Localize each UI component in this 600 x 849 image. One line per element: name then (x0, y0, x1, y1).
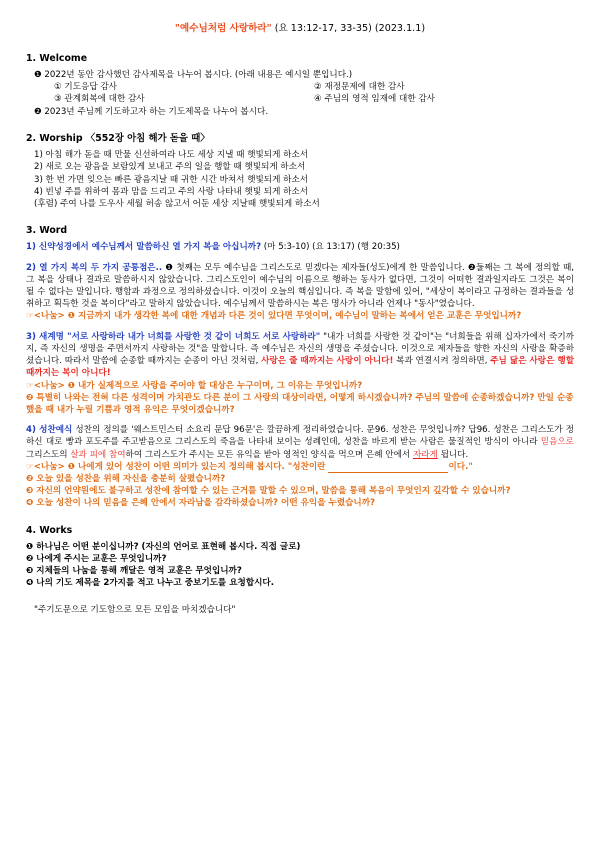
word-point-4-question-2: ❷ 오늘 있을 성찬을 위해 자신을 충분히 살폈습니까? (26, 473, 226, 484)
works-item: ❸ 지체들의 나눔을 통해 깨달은 영적 교훈은 무엇입니까? (26, 566, 242, 577)
works-section (26, 524, 574, 590)
sermon-reference: (요 13:12-17, 33-35) (2023.1.1) (271, 23, 426, 34)
word-point-3: 3) 새계명 "서로 사랑하라 내가 너희를 사랑한 것 같이 너희도 서로 사랑하라" "내가 너희를 사랑한 것 같이"는 "너희들을 위해 십자가에서 죽기까지, 즉 자신의 생명을 주면서까지 사랑하는 것"을 말합니다. 즉 예수님은 자신의 생명을 주셨습니다. 이것으로 제자들을 향한 자신의 사랑을 확증하셨습니다. 따라서 말씀에 순종할 때까지는 순종이 아닌 것처럼, 사랑은 줄 때까지는 사랑이 아니다! 복과 연결시켜 정의하면, 주님 닮은 사랑은 행할 때까지는 복이 아니다! (26, 331, 574, 379)
works-item: ❶ 하나님은 어떤 분이십니까? (자신의 언어로 표현해 봅시다. 직접 글로) (26, 541, 301, 552)
word-point-4: 4) 성찬예식 성찬의 정의를 '웨스트민스터 소요리 문답 96문'은 깔끔하게 정리하였습니다. 문96. 성찬은 무엇입니까? 답96. 성찬은 그리스도가 정하신 대로 빵과 포도주를 주고받음으로 그리스도의 죽음을 나타내 보이는 성례인데, 성찬을 바르게 받는 사람은 물질적인 방식이 아니라 믿음으로 그리스도의 살과 피에 참여하여 그리스도가 주시는 모든 유익을 받아 영적인 양식을 먹으며 은혜 안에서 자라게 됩니다. (26, 425, 575, 460)
word-point-4-question-4: ❹ 오늘 성찬이 나의 믿음을 은혜 안에서 자라남을 감각하셨습니까? 어떤 유익을 누렸습니까? (26, 498, 376, 509)
hymn-chorus: (후렴) 주여 나를 도우사 세월 허송 않고서 어둔 세상 지날때 햇빛되게 하소서 (34, 198, 320, 209)
word-point-2-question: ☞<나눔> ❶ 지금까지 내가 생각한 복에 대한 개념과 다른 것이 있다면 무엇이며, 예수님이 말하는 복에서 얻은 교훈은 무엇입니까? (26, 311, 522, 322)
word-heading: 3. Word (26, 225, 68, 237)
answer-blank (328, 472, 448, 473)
welcome-options-row-2 (26, 93, 574, 105)
welcome-option: ② 재정문제에 대한 감사 (314, 82, 405, 93)
word-point-4-question-1: ☞<나눔> ❶ 나에게 있어 성찬이 어떤 의미가 있는지 정의해 봅시다. "성찬이란 이다." (26, 461, 473, 472)
page-title (26, 22, 574, 36)
welcome-question-2: ❷ 2023년 주님께 기도하고자 하는 기도제목을 나누어 봅시다. (34, 106, 269, 117)
word-point-3-question-2: ❷ 특별히 나와는 전혀 다른 성격이며 가치관도 다른 분이 그 사랑의 대상이라면, 어떻게 하시겠습니까? 주님의 말씀에 순종하겠습니까? 만일 순종했을 때 내가 누릴 기쁨과 영적 유익은 무엇이겠습니까? (26, 392, 574, 415)
works-item: ❹ 나의 기도 제목을 2가지를 적고 나누고 중보기도를 요청합시다. (26, 578, 274, 589)
hymn-verse: 3) 한 번 가면 잊으는 빠른 광음지날 때 귀한 시간 바쳐서 햇빛되게 하소서 (34, 174, 309, 185)
welcome-option: ③ 관계회복에 대한 감사 (54, 94, 145, 105)
hymn-verse: 4) 빈넣 주를 위하여 몸과 맘을 드리고 주의 사랑 나타내 햇빛 되게 하소서 (34, 186, 309, 197)
welcome-section (26, 52, 574, 118)
word-point-1: 1) 신약성경에서 예수님께서 말씀하신 열 가지 복을 아십니까? (마 5:3-10) (요 13:17) (행 20:35) (26, 242, 400, 253)
worship-heading: 2. Worship 〈552장 아침 해가 돋을 때〉 (26, 132, 210, 144)
welcome-options-row-1 (26, 81, 574, 93)
hymn-verse: 1) 아침 해가 돋을 때 만물 신선하여라 나도 세상 지낼 때 햇빛되게 하소서 (34, 150, 309, 161)
worship-section (26, 132, 574, 210)
sermon-title: "예수님처럼 사랑하라" (174, 23, 272, 34)
welcome-question-1: ❶ 2022년 동안 감사했던 감사제목을 나누어 봅시다. (아래 내용은 예시일 뿐입니다.) (34, 69, 353, 80)
hymn-verse: 2) 새로 오는 광음을 보람있게 보내고 주의 일을 행할 때 햇빛되게 하소서 (34, 162, 306, 173)
works-item: ❷ 나에게 주시는 교훈은 무엇입니까? (26, 554, 167, 565)
word-point-2: 2) 열 가지 복의 두 가지 공통점은.. ❶ 첫째는 모두 예수님을 그리스도로 믿겠다는 제자들(성도)에게 한 말씀입니다. ❷둘째는 그 복에 정의할 때, 그 복을 상태나 결과로 말씀하시지 않았습니다. 그리스도인이 예수님의 이름으로 행하는 동사가 없다면, 그것이 어떠한 결과일지라도 그것은 복이 될 수 없다는 말입니다. 행함과 과정으로 정의하셨습니다. 이것이 오늘의 핵심입니다. 즉 복을 말함에 있어, "세상이 복이라고 규정하는 결과들을 성취하고 획득한 것을 복이다"라고 말하지 않았습니다. 예수님께서 말씀하시는 복은 명사가 아니라 언제나 "동사"였습니다. (26, 262, 574, 310)
welcome-heading: 1. Welcome (26, 52, 88, 64)
works-heading: 4. Works (26, 524, 73, 536)
word-point-3-question-1: ☞<나눔> ❶ 내가 실제적으로 사랑을 주어야 할 대상은 누구이며, 그 이유는 무엇입니까? (26, 380, 363, 391)
word-section (26, 224, 574, 509)
welcome-option: ① 기도응답 감사 (54, 82, 117, 93)
welcome-option: ④ 주님의 영적 임재에 대한 감사 (314, 94, 435, 105)
closing-prayer-note: "주기도문으로 기도함으로 모든 모임을 마치겠습니다" (34, 604, 236, 615)
word-point-4-question-3: ❸ 자신의 언약원에도 불구하고 성찬에 참여할 수 있는 근거를 말할 수 있으며, 말씀을 통해 복음이 무엇인지 깊각할 수 있습니까? (26, 486, 511, 497)
